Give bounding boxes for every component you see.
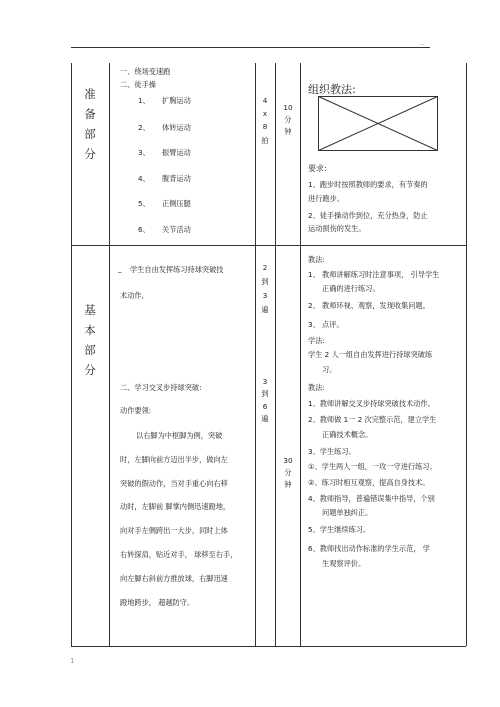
teach1-item-3: 3、 点评。 bbox=[308, 320, 344, 329]
col-border-1 bbox=[109, 63, 110, 646]
formation-diagram bbox=[318, 96, 438, 151]
teach1-item-1-line-2: 正确的进行练习。 bbox=[322, 284, 380, 293]
reps2-2: 到 bbox=[261, 389, 269, 398]
teach1-title: 教法: bbox=[308, 255, 325, 264]
prep-char-3: 部 bbox=[84, 127, 96, 141]
teach2-title: 教法: bbox=[308, 383, 325, 392]
reps1-2: 到 bbox=[261, 277, 269, 286]
prep-time-1: 10 bbox=[283, 103, 293, 112]
exercise-2-num: 2、 bbox=[138, 123, 150, 132]
exercise-1-name: 扩胸运动 bbox=[162, 96, 191, 105]
reps2-1: 3 bbox=[262, 377, 268, 386]
basic-p2-line-8: 蹬地跨步， 超越防守。 bbox=[120, 598, 195, 607]
table-bottom-border bbox=[71, 646, 466, 647]
basic-time-3: 钟 bbox=[284, 480, 292, 489]
prep-char-4: 分 bbox=[84, 147, 96, 161]
teach2-item-3a: ①、学生两人一组，一攻一守进行练习。 bbox=[308, 462, 437, 471]
teach2-item-2-line-1: 2、教师做 1一 2 次完整示范，建立学生 bbox=[308, 415, 437, 424]
teach2-item-3: 3、学生练习。 bbox=[308, 447, 356, 456]
prep-reps-1: 4 bbox=[262, 96, 268, 105]
basic-p2-line-2: 时，左脚向前方迈出半步，做向左 bbox=[120, 455, 228, 464]
reps2-3: 6 bbox=[262, 402, 268, 411]
prep-reps-3: 8 bbox=[262, 122, 268, 131]
exercise-3-num: 3、 bbox=[138, 148, 150, 157]
exercise-4-name: 腹背运动 bbox=[162, 174, 191, 183]
col-border-right bbox=[466, 63, 467, 646]
col-border-3 bbox=[275, 63, 276, 646]
top-page-mark: .. bbox=[420, 38, 425, 47]
exercise-2-name: 体转运动 bbox=[162, 123, 191, 132]
requirement-1-line-2: 进行跑步。 bbox=[308, 194, 344, 203]
org-method-title: 组织教法: bbox=[308, 83, 356, 96]
basic-p2-line-4: 动时，左脚前 脚掌内侧迅速蹬地， bbox=[120, 502, 231, 511]
basic-p2-line-5: 向对手左侧跨出一大步，同时上体 bbox=[120, 526, 228, 535]
teach2-item-3b: ②、练习时相互观察，提高自身技术。 bbox=[308, 478, 430, 487]
reps1-4: 遍 bbox=[261, 305, 269, 314]
reps1-3: 3 bbox=[262, 291, 268, 300]
teach2-item-1: 1、教师讲解交叉步持球突破技术动作。 bbox=[308, 399, 435, 408]
basic-p2-sub: 动作要领: bbox=[120, 406, 152, 415]
exercise-1-num: 1、 bbox=[138, 96, 150, 105]
col-border-left bbox=[71, 63, 72, 646]
exercise-3-name: 振臂运动 bbox=[162, 148, 191, 157]
reps2-4: 遍 bbox=[261, 414, 269, 423]
exercise-6-num: 6、 bbox=[138, 225, 150, 234]
teach1-item-2: 2、 教师环视、观察，发现收集问题。 bbox=[308, 301, 430, 310]
learn-title: 学法: bbox=[308, 336, 325, 345]
basic-char-3: 部 bbox=[84, 343, 96, 357]
basic-time-1: 30 bbox=[283, 456, 293, 465]
teach2-item-6-line-1: 6、教师找出动作标准的学生示范， 学 bbox=[308, 544, 430, 553]
bottom-page-mark: 1 bbox=[70, 656, 75, 665]
exercise-5-num: 5、 bbox=[138, 199, 150, 208]
exercise-5-name: 正侧压腿 bbox=[162, 199, 191, 208]
teach1-item-1-line-1: 1、 教师讲解练习时注意事项， 引导学生 bbox=[308, 270, 440, 279]
prep-time-3: 钟 bbox=[284, 127, 292, 136]
prep-time-2: 分 bbox=[284, 115, 292, 124]
prep-reps-2: x bbox=[262, 109, 268, 118]
col-border-4 bbox=[300, 63, 301, 646]
basic-char-1: 基 bbox=[84, 303, 96, 317]
basic-mark: _ bbox=[118, 264, 122, 273]
teach2-item-2-line-2: 正确技术概念。 bbox=[322, 430, 373, 439]
basic-time-2: 分 bbox=[284, 468, 292, 477]
exercise-6-name: 关节活动 bbox=[162, 225, 191, 234]
learn-line-1: 学生 2 人一组自由发挥进行持球突破练 bbox=[308, 350, 433, 359]
prep-line-2: 二、徒手操 bbox=[120, 80, 156, 89]
teach2-item-5: 5、学生继续练习。 bbox=[308, 525, 371, 534]
col-border-2 bbox=[255, 63, 256, 646]
prep-reps-4: 拍 bbox=[261, 136, 269, 145]
teach2-item-6-line-2: 生观察评价。 bbox=[322, 559, 366, 568]
learn-line-2: 习。 bbox=[322, 365, 337, 374]
teach2-item-4-line-1: 4、教师指导，普遍错误集中指导，个别 bbox=[308, 494, 435, 503]
exercise-4-num: 4、 bbox=[138, 174, 150, 183]
requirements-title: 要求: bbox=[308, 164, 327, 173]
basic-p2-line-6: 右转探肩，贴近对手， 球移至右手， bbox=[120, 550, 238, 559]
requirement-1-line-1: 1、跑步时按照教师的要求，有节奏的 bbox=[308, 180, 428, 189]
basic-p2-line-3: 突破的假动作，当对手重心向右移 bbox=[120, 479, 228, 488]
basic-p2-line-7: 向左脚右斜前方推放球，右脚迅速 bbox=[120, 574, 228, 583]
requirement-2-line-2: 运动损伤的发生。 bbox=[308, 224, 366, 233]
requirement-2-line-1: 2、徒手操动作到位，充分热身，防止 bbox=[308, 211, 428, 220]
basic-p2-title: 二、学习交叉步持球突破: bbox=[120, 383, 202, 392]
basic-char-2: 本 bbox=[84, 323, 96, 337]
basic-p2-line-1: 以右脚为中枢脚为例，突破 bbox=[136, 431, 223, 440]
row-divider bbox=[71, 245, 466, 246]
basic-p1-line-1: 学生自由发挥练习持球突破技 bbox=[130, 265, 224, 274]
reps1-1: 2 bbox=[262, 263, 268, 272]
basic-char-4: 分 bbox=[84, 363, 96, 377]
prep-line-1: 一、绕场变速跑 bbox=[120, 67, 171, 76]
prep-char-1: 准 bbox=[84, 87, 96, 101]
basic-p1-line-2: 术动作, bbox=[120, 291, 144, 300]
table-top-border bbox=[71, 47, 430, 48]
prep-char-2: 备 bbox=[84, 107, 96, 121]
teach2-item-4-line-2: 问题单独纠正。 bbox=[322, 508, 373, 517]
